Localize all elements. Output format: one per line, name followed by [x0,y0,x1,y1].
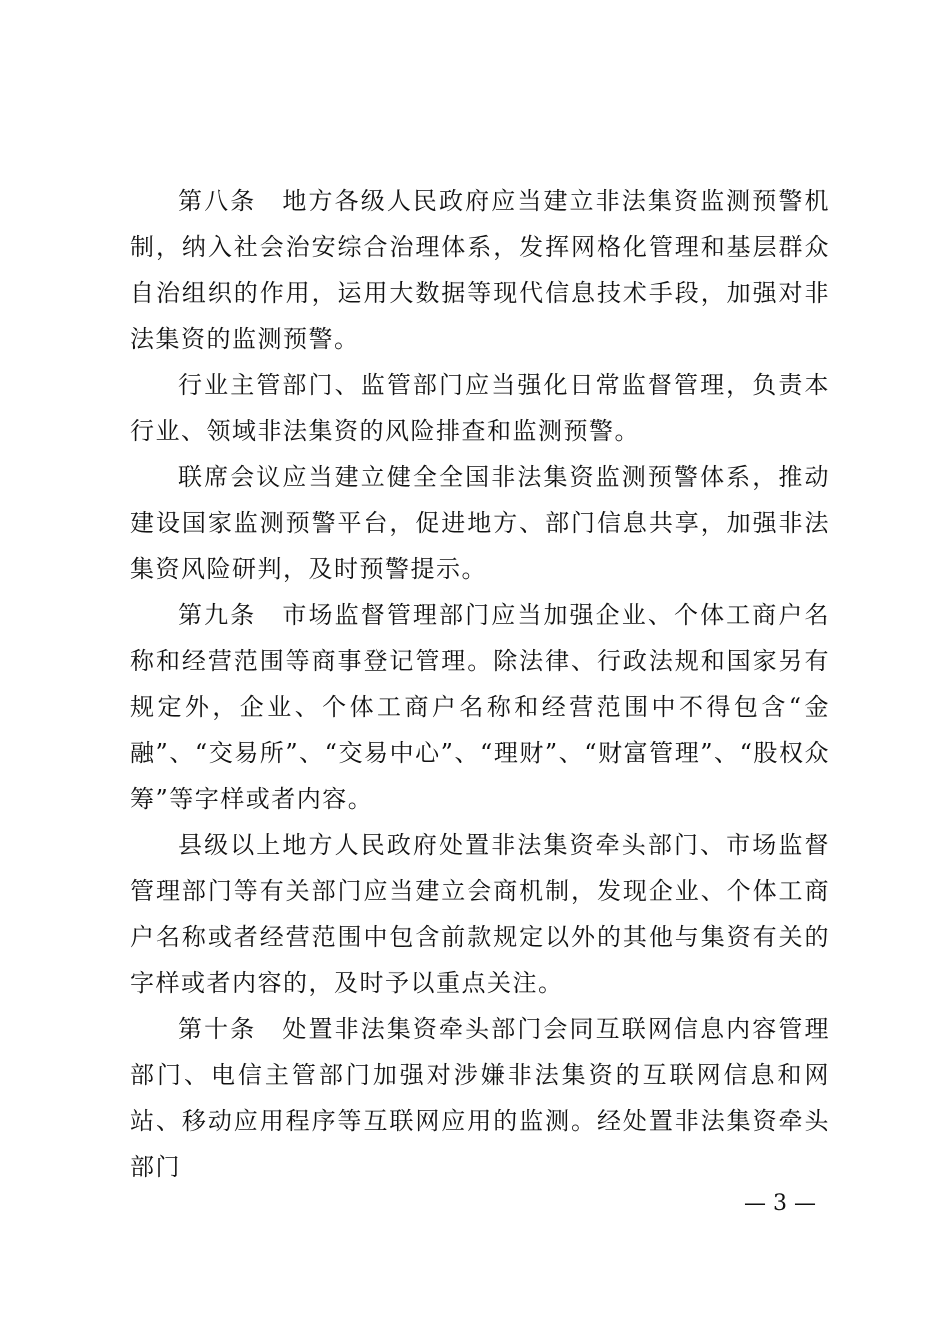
paragraph-article-8: 第八条 地方各级人民政府应当建立非法集资监测预警机制，纳入社会治安综合治理体系，发挥网格化管理和基层群众自治组织的作用，运用大数据等现代信息技术手段，加强对非法集资的监测预警。 [130,187,830,353]
document-body [130,178,830,1190]
paragraph-article-9: 第九条 市场监督管理部门应当加强企业、个体工商户名称和经营范围等商事登记管理。除法律、行政法规和国家另有规定外，企业、个体工商户名称和经营范围中不得包含“金融”、“交易所”、“交易中心”、“理财”、“财富管理”、“股权众筹”等字样或者内容。 [130,601,830,813]
paragraph-consultation-mechanism: 县级以上地方人民政府处置非法集资牵头部门、市场监督管理部门等有关部门应当建立会商机制，发现企业、个体工商户名称或者经营范围中包含前款规定以外的其他与集资有关的字样或者内容的，及时予以重点关注。 [130,831,830,997]
paragraph-article-10: 第十条 处置非法集资牵头部门会同互联网信息内容管理部门、电信主管部门加强对涉嫌非法集资的互联网信息和网站、移动应用程序等互联网应用的监测。经处置非法集资牵头部门 [130,1015,830,1181]
paragraph-joint-conference: 联席会议应当建立健全全国非法集资监测预警体系，推动建设国家监测预警平台，促进地方、部门信息共享，加强非法集资风险研判，及时预警提示。 [130,463,830,583]
page-number: — 3 — [744,1191,816,1216]
paragraph-industry-regulators: 行业主管部门、监管部门应当强化日常监督管理，负责本行业、领域非法集资的风险排查和监测预警。 [130,371,830,445]
